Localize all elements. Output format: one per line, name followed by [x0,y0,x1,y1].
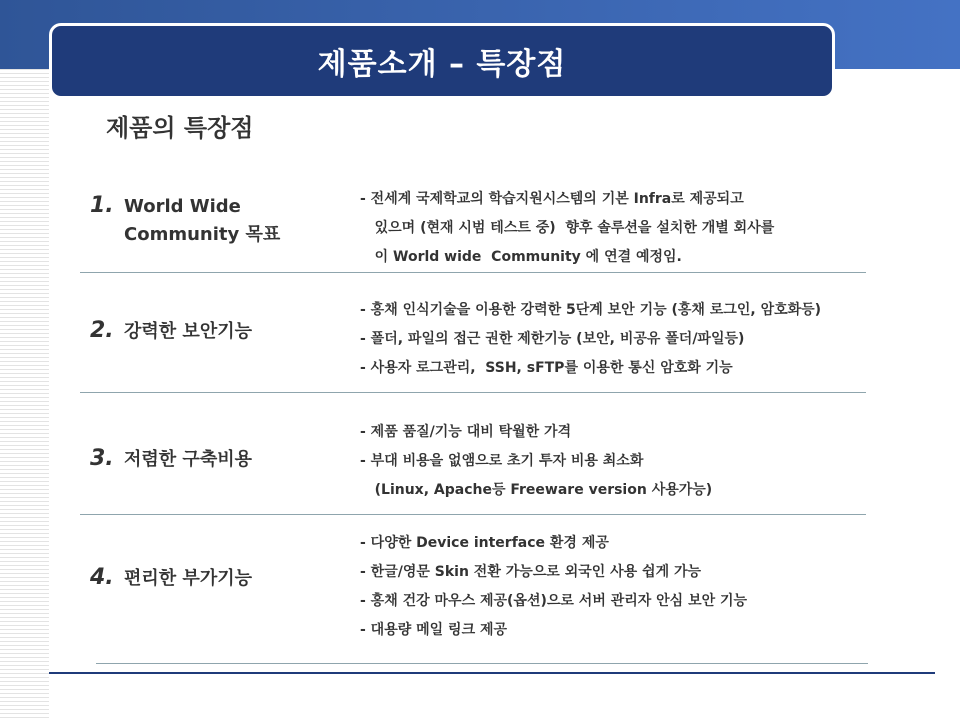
description-line: - 제품 품질/기능 대비 탁월한 가격 [360,424,572,440]
description-line: - 홍채 건강 마우스 제공(옵션)으로 서버 관리자 안심 보안 기능 [360,593,748,609]
feature-number: 4. [90,565,114,590]
description-line: 있으며 (현재 시범 테스트 중) 향후 솔루션을 설치한 개별 회사를 [360,220,775,236]
feature-description [360,529,747,645]
feature-label: 저렴한 구축비용 [124,449,252,470]
left-stripe-decoration [0,69,49,720]
footer-rule [49,672,935,674]
feature-label: 편리한 부가기능 [124,568,252,589]
feature-number: 1. [90,193,114,218]
description-line: - 한글/영문 Skin 전환 가능으로 외국인 사용 쉽게 가능 [360,564,702,580]
feature-label: 강력한 보안기능 [124,321,252,342]
description-line: (Linux, Apache등 Freeware version 사용가능) [360,482,713,498]
description-line: - 폴더, 파일의 접근 권한 제한기능 (보안, 비공유 폴더/파일등) [360,331,745,347]
feature-number: 2. [90,318,114,343]
feature-number: 3. [90,446,114,471]
feature-title [90,446,252,474]
section-divider [80,272,866,273]
feature-label: World Wide Community 목표 [124,196,281,245]
description-line: - 다양한 Device interface 환경 제공 [360,535,609,551]
feature-description [360,418,712,505]
section-divider [80,392,866,393]
description-line: - 전세계 국제학교의 학습지원시스템의 기본 Infra로 제공되고 [360,191,744,207]
description-line: - 대용량 메일 링크 제공 [360,622,508,638]
feature-title [90,565,252,593]
description-line: 이 World wide Community 에 연결 예정임. [360,249,682,265]
title-banner [49,23,835,99]
description-line: - 홍채 인식기술을 이용한 강력한 5단계 보안 기능 (홍채 로그인, 암호화등) [360,302,822,318]
description-line: - 사용자 로그관리, SSH, sFTP를 이용한 통신 암호화 기능 [360,360,733,376]
description-line: - 부대 비용을 없앰으로 초기 투자 비용 최소화 [360,453,644,469]
feature-title [90,318,252,346]
section-subtitle: 제품의 특장점 [106,114,254,142]
feature-description [360,185,774,272]
feature-description [360,296,821,383]
section-divider [96,663,868,664]
page-title: 제품소개 – 특장점 [317,47,567,82]
section-divider [80,514,866,515]
feature-title [90,193,280,249]
